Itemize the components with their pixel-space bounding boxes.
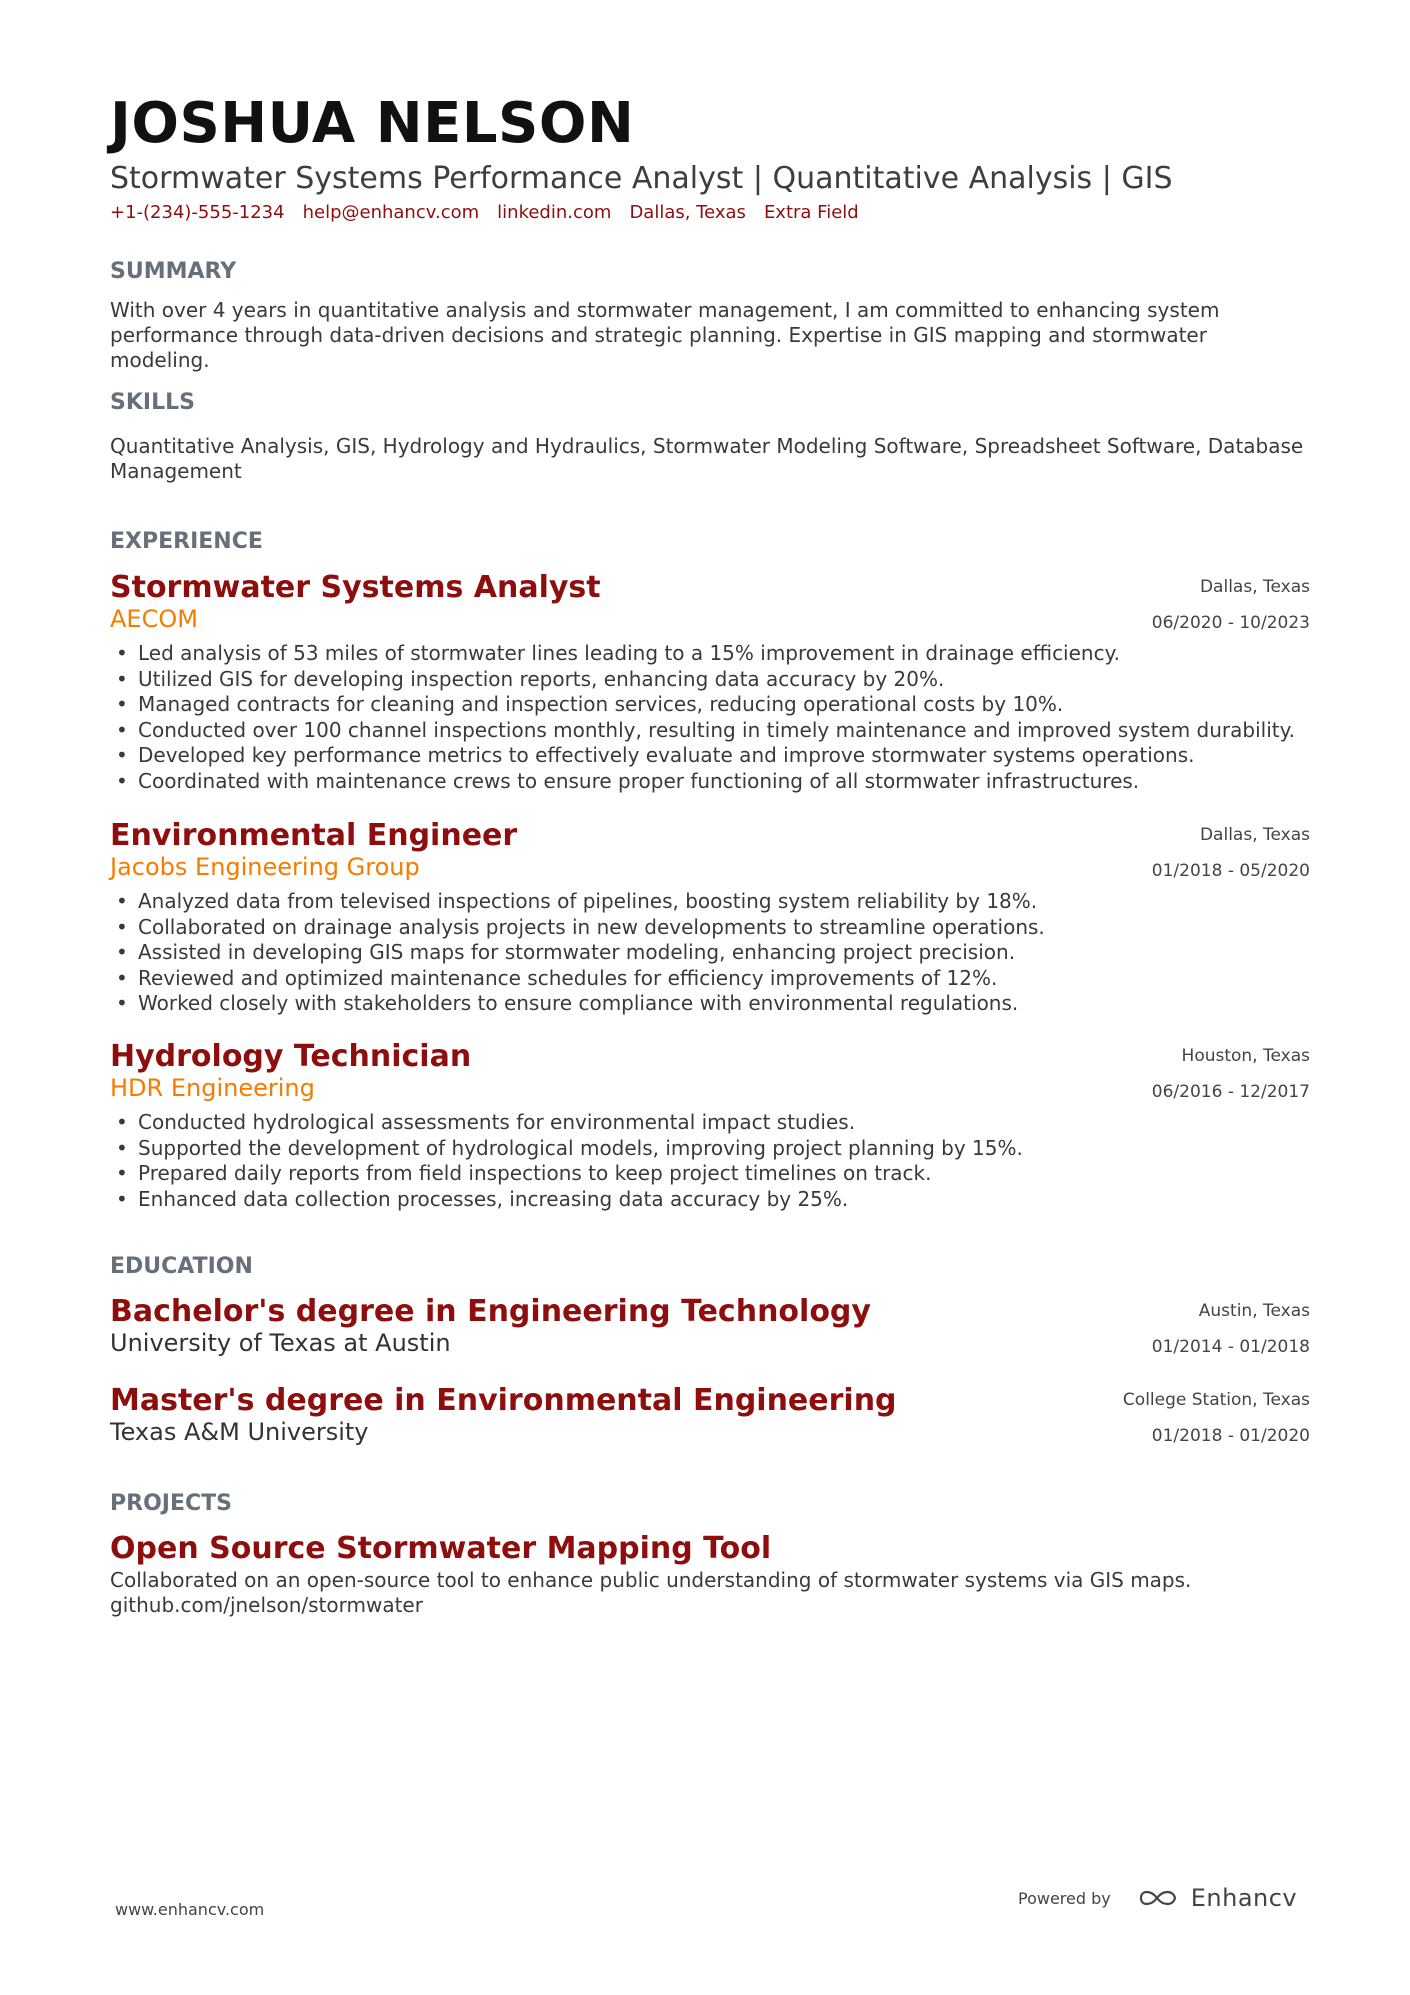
degree-title: Master's degree in Environmental Engineering: [110, 1383, 897, 1418]
enhancv-logo-icon: [1135, 1886, 1181, 1910]
school-location: Austin, Texas: [1198, 1301, 1310, 1321]
job-dates: 01/2018 - 05/2020: [1151, 861, 1310, 881]
company-name: HDR Engineering: [110, 1074, 315, 1102]
section-title-projects: PROJECTS: [110, 1491, 232, 1516]
job-bullets: [110, 1110, 1308, 1212]
list-item: • Worked closely with stakeholders to ensure compliance with environmental regulations.: [138, 991, 1308, 1017]
list-item: • Managed contracts for cleaning and inspection services, reducing operational costs by 10%.: [138, 692, 1308, 718]
job-title: Stormwater Systems Analyst: [110, 570, 601, 605]
job-title: Environmental Engineer: [110, 818, 518, 853]
list-item: • Utilized GIS for developing inspection reports, enhancing data accuracy by 20%.: [138, 667, 1308, 693]
project-title: Open Source Stormwater Mapping Tool: [110, 1531, 772, 1566]
list-item: • Collaborated on drainage analysis projects in new developments to streamline operations.: [138, 915, 1308, 941]
section-title-experience: EXPERIENCE: [110, 529, 263, 554]
skills-line: Quantitative Analysis, GIS, Hydrology and Hydraulics, Stormwater Modeling Software, Spreadsheet Software, Database: [110, 434, 1304, 458]
school-location: College Station, Texas: [1122, 1390, 1310, 1410]
education-dates: 01/2014 - 01/2018: [1151, 1337, 1310, 1357]
footer-website[interactable]: www.enhancv.com: [115, 1900, 265, 1919]
contact-bar: [110, 202, 859, 224]
section-title-summary: SUMMARY: [110, 259, 237, 284]
job-title: Hydrology Technician: [110, 1039, 472, 1074]
project-description-block: [110, 1568, 1310, 1618]
list-item: • Analyzed data from televised inspections of pipelines, boosting system reliability by 18%.: [138, 889, 1308, 915]
contact-email[interactable]: help@enhancv.com: [302, 202, 480, 223]
job-location: Dallas, Texas: [1199, 825, 1310, 845]
footer-branding: [1018, 1884, 1297, 1912]
list-item: • Coordinated with maintenance crews to ensure proper functioning of all stormwater infrastructures.: [138, 769, 1308, 795]
summary-text: [110, 298, 1310, 373]
contact-location: Dallas, Texas: [629, 202, 746, 223]
job-dates: 06/2016 - 12/2017: [1151, 1082, 1310, 1102]
list-item: • Assisted in developing GIS maps for stormwater modeling, enhancing project precision.: [138, 940, 1308, 966]
job-location: Dallas, Texas: [1199, 577, 1310, 597]
skills-text: [110, 434, 1310, 484]
brand-name: Enhancv: [1190, 1884, 1298, 1912]
job-dates: 06/2020 - 10/2023: [1151, 613, 1310, 633]
section-title-skills: SKILLS: [110, 390, 195, 415]
contact-linkedin[interactable]: linkedin.com: [497, 202, 612, 223]
list-item: • Supported the development of hydrological models, improving project planning by 15%.: [138, 1136, 1308, 1162]
skills-line: Management: [110, 459, 242, 483]
education-dates: 01/2018 - 01/2020: [1151, 1426, 1310, 1446]
project-link[interactable]: github.com/jnelson/stormwater: [110, 1593, 423, 1617]
brand-link[interactable]: [1135, 1884, 1297, 1912]
summary-line: performance through data-driven decisions and strategic planning. Expertise in GIS mapping and stormwater modeling.: [110, 323, 1207, 372]
candidate-headline: Stormwater Systems Performance Analyst | Quantitative Analysis | GIS: [110, 161, 1173, 196]
list-item: • Reviewed and optimized maintenance schedules for efficiency improvements of 12%.: [138, 966, 1308, 992]
degree-title: Bachelor's degree in Engineering Technology: [110, 1294, 871, 1329]
contact-extra-field: Extra Field: [763, 202, 859, 223]
contact-phone[interactable]: +1-(234)-555-1234: [110, 202, 285, 223]
job-location: Houston, Texas: [1181, 1046, 1310, 1066]
powered-by-label: Powered by: [1018, 1888, 1111, 1908]
job-bullets: [110, 641, 1308, 795]
list-item: • Conducted hydrological assessments for environmental impact studies.: [138, 1110, 1308, 1136]
list-item: • Enhanced data collection processes, increasing data accuracy by 25%.: [138, 1187, 1308, 1213]
company-name: AECOM: [110, 605, 198, 633]
candidate-name: JOSHUA NELSON: [110, 91, 635, 156]
school-name: University of Texas at Austin: [110, 1329, 451, 1357]
company-name: Jacobs Engineering Group: [110, 853, 420, 881]
section-title-education: EDUCATION: [110, 1254, 253, 1279]
project-description: Collaborated on an open-source tool to enhance public understanding of stormwater systems via GIS maps.: [110, 1568, 1192, 1592]
job-bullets: [110, 889, 1308, 1017]
list-item: • Prepared daily reports from field inspections to keep project timelines on track.: [138, 1161, 1308, 1187]
list-item: • Developed key performance metrics to effectively evaluate and improve stormwater systems operations.: [138, 743, 1308, 769]
list-item: • Led analysis of 53 miles of stormwater lines leading to a 15% improvement in drainage efficiency.: [138, 641, 1308, 667]
school-name: Texas A&M University: [110, 1418, 369, 1446]
summary-line: With over 4 years in quantitative analysis and stormwater management, I am committed to enhancing system: [110, 298, 1220, 322]
list-item: • Conducted over 100 channel inspections monthly, resulting in timely maintenance and improved system durability.: [138, 718, 1308, 744]
